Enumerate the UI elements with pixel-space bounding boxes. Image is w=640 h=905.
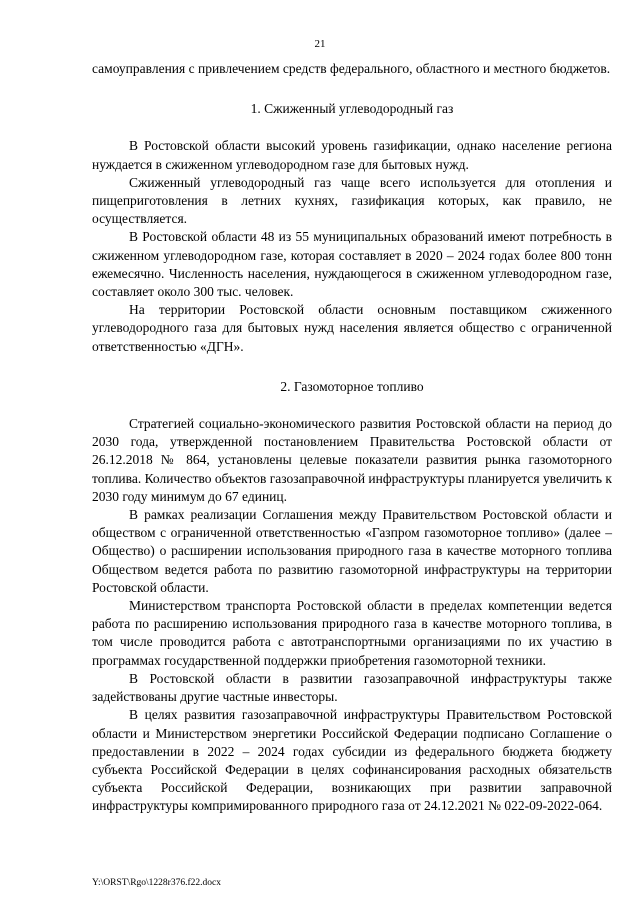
gmf-paragraph-2: В рамках реализации Соглашения между Правительством Ростовской области и обществом с ограниченной ответственностью «Газпром газомоторное топливо» (далее – Общество) о расширении использования природного газа в качестве моторного топлива Обществом ведется работа по развитию газомоторной инфраструктуры на территории Ростовской области. bbox=[92, 507, 612, 595]
gmf-paragraph-4: В Ростовской области в развитии газозаправочной инфраструктуры также задействованы другие частные инвесторы. bbox=[92, 670, 612, 705]
lpg-paragraph-1: В Ростовской области высокий уровень газификации, однако население региона нуждается в сжиженном углеводородном газе для бытовых нужд. bbox=[92, 138, 612, 172]
gmf-paragraph-5: В целях развития газозаправочной инфраструктуры Правительством Ростовской области и Министерством энергетики Российской Федерации подписано Соглашение о предоставлении в 2022 – 2024 годах субсидии из федерального бюджета бюджету субъекта Российской Федерации в целях софинансирования расходных обязательств субъекта Российской Федерации, возникающих при развитии заправочной инфраструктуры компримированного природного газа от 24.12.2021 № 022-09-2022-064. bbox=[92, 707, 612, 814]
footer-file-path: Y:\ORST\Rgo\1228r376.f22.docx bbox=[92, 878, 221, 888]
section-heading-lpg: 1. Сжиженный углеводородный газ bbox=[250, 101, 454, 117]
gmf-paragraph-1: Стратегией социально-экономического развития Ростовской области на период до 2030 года, утвержденной постановлением Правительства Ростовской области от 26.12.2018 № 864, установлены целевые показатели развития рынка газомоторного топлива. Количество объектов газозаправочной инфраструктуры планируется увеличить к 2030 году минимум до 67 единиц. bbox=[92, 416, 612, 504]
page-number: 21 bbox=[314, 38, 326, 50]
section-heading-gas-motor-fuel: 2. Газомоторное топливо bbox=[280, 378, 424, 394]
lpg-paragraph-3: В Ростовской области 48 из 55 муниципальных образований имеют потребность в сжиженном углеводородном газе, которая составляет в 2020 – 2024 годах более 800 тонн ежемесячно. Численность населения, нуждающегося в сжиженном углеводородном газе, составляет около 300 тыс. человек. bbox=[92, 229, 612, 300]
gmf-paragraph-3: Министерством транспорта Ростовской области в пределах компетенции ведется работа по расширению использования природного газа в качестве моторного топлива, в том числе проводится работа с автотранспортными организациями по их участию в программах государственной поддержки приобретения газомоторной техники. bbox=[92, 598, 612, 668]
lpg-paragraph-2: Сжиженный углеводородный газ чаще всего используется для отопления и пищеприготовления в летних кухнях, газификация которых, как правило, не осуществляется. bbox=[92, 174, 612, 227]
intro-paragraph: самоуправления с привлечением средств федерального, областного и местного бюджетов. bbox=[92, 61, 611, 76]
lpg-paragraph-4: На территории Ростовской области основным поставщиком сжиженного углеводородного газа для бытовых нужд населения является общество с ограниченной ответственностью «ДГН». bbox=[92, 302, 612, 354]
document-body bbox=[92, 60, 612, 816]
